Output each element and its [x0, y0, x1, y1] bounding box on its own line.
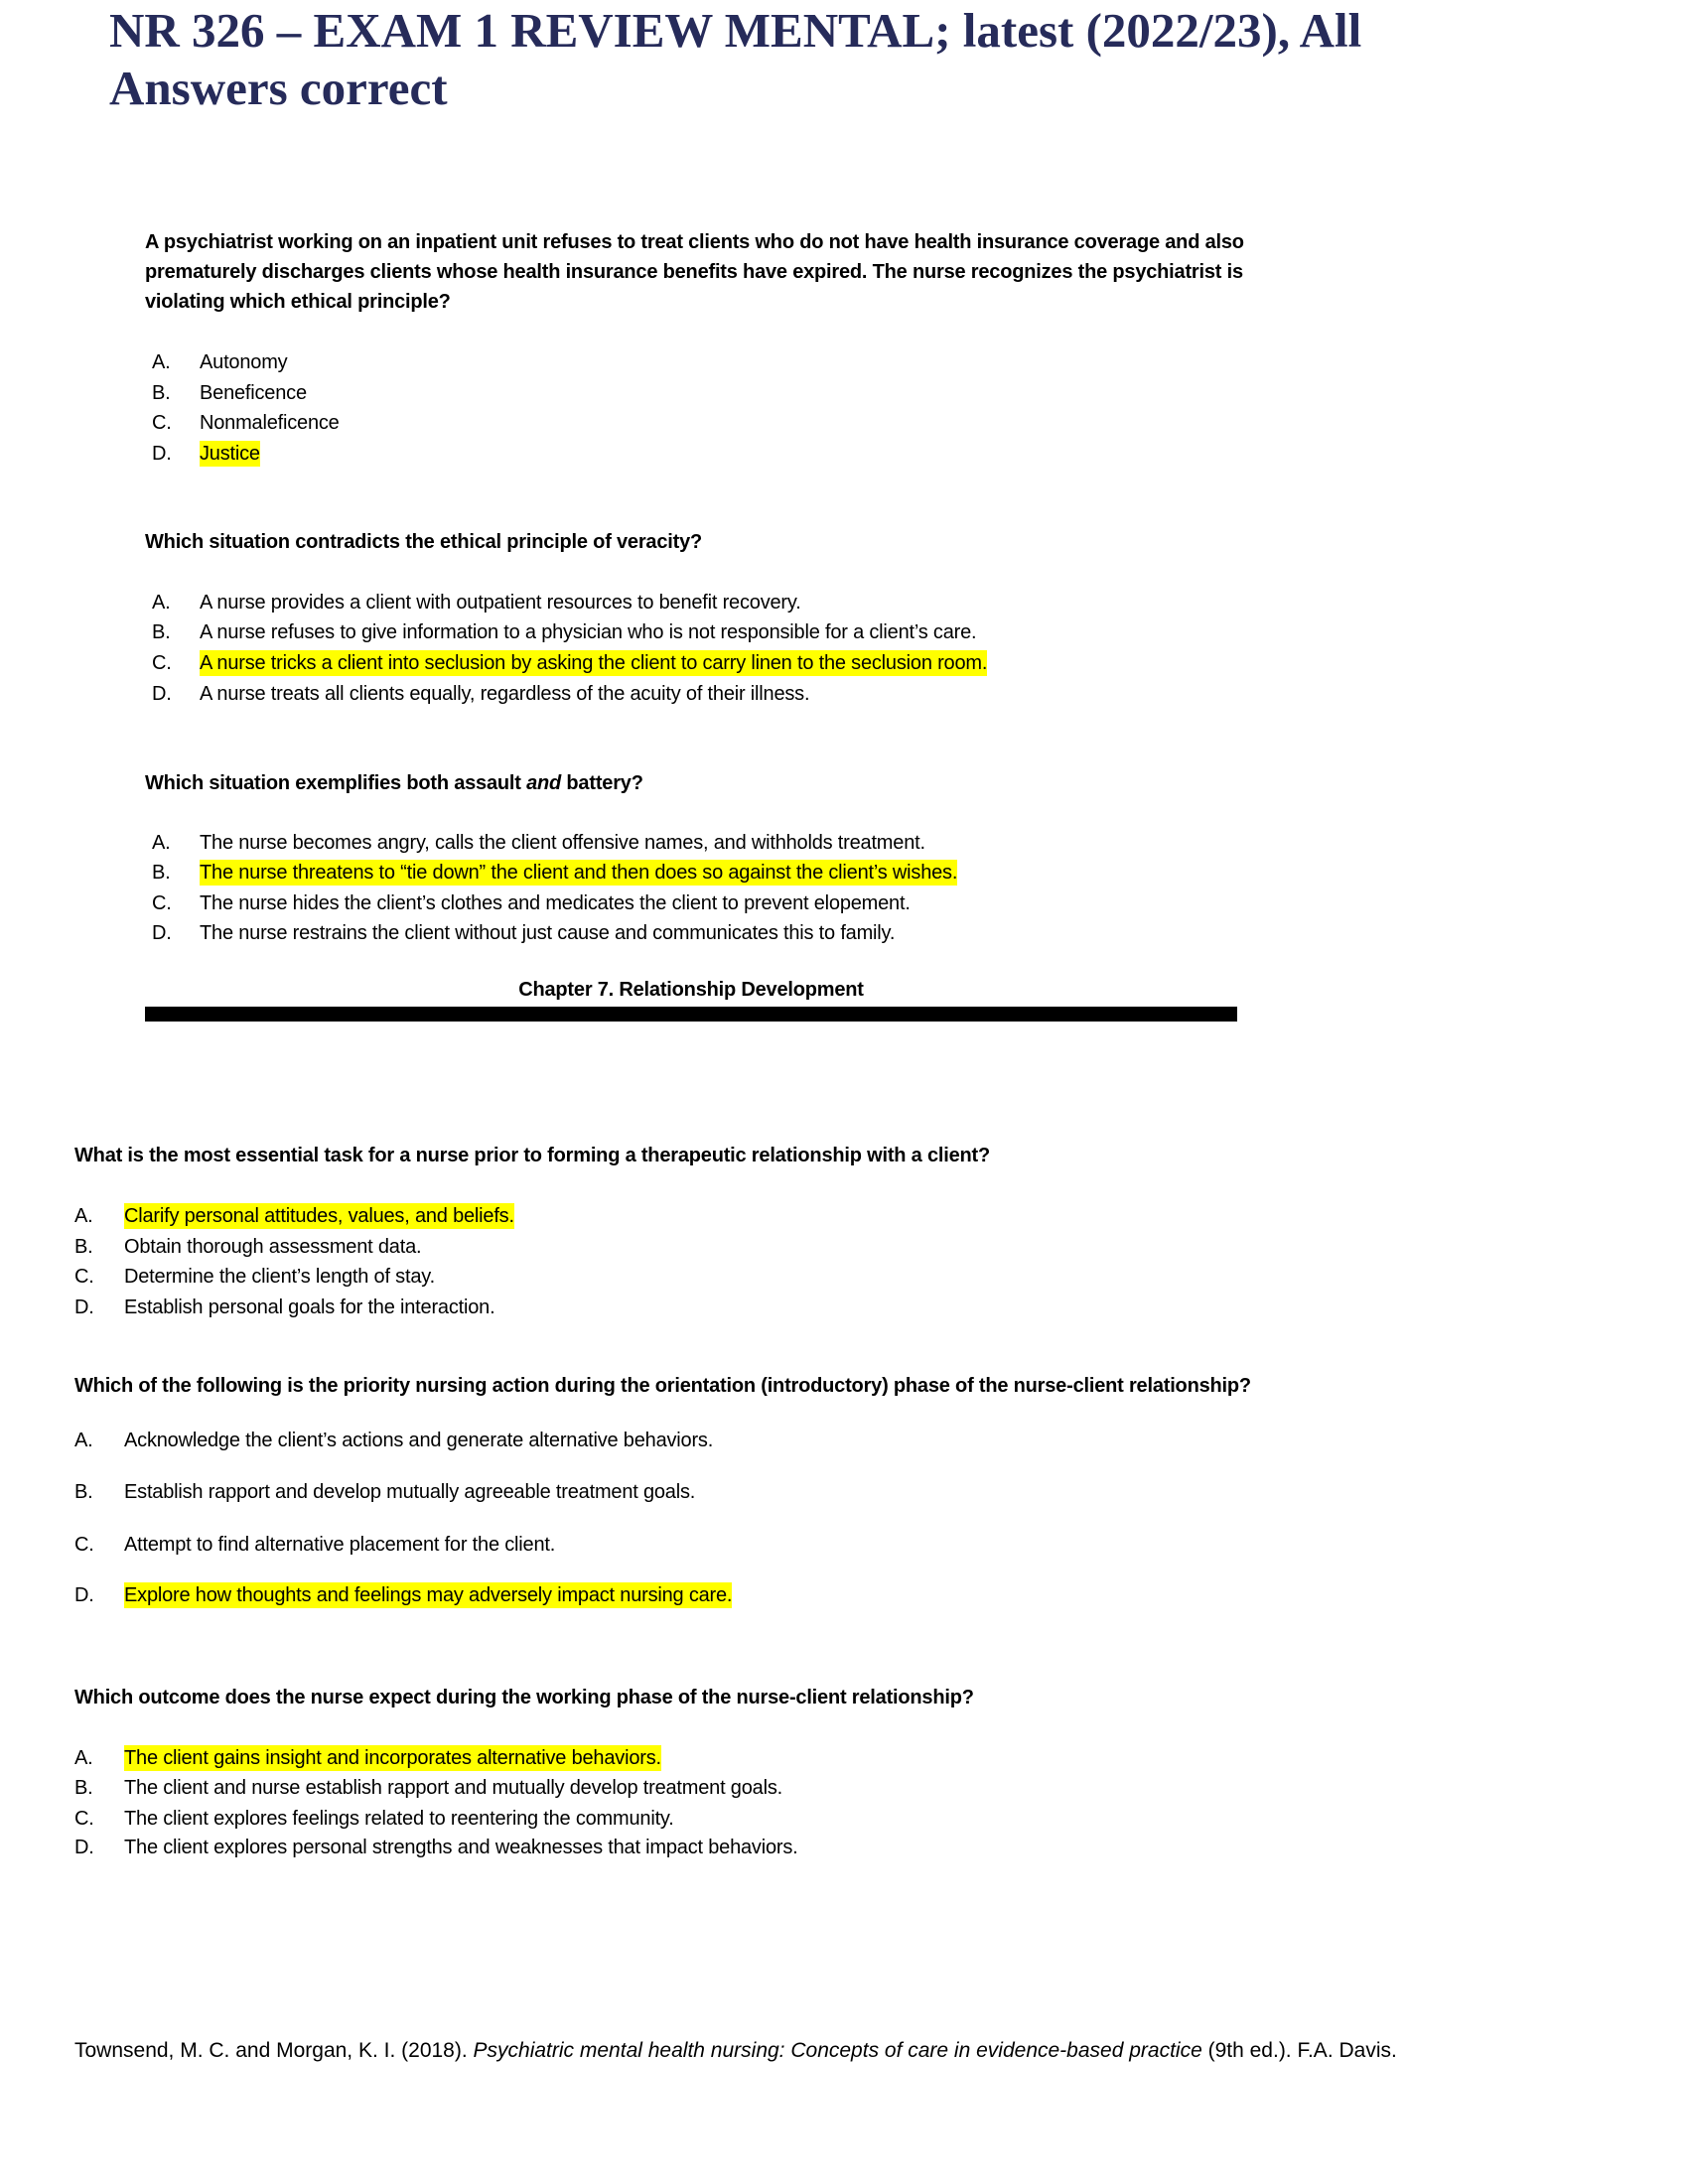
option-text: Acknowledge the client’s actions and generate alternative behaviors. [124, 1430, 714, 1451]
option-text-highlighted: The nurse threatens to “tie down” the client and then does so against the client’s wishes. [200, 862, 958, 884]
option-letter: A. [74, 1747, 93, 1769]
option-letter: C. [152, 412, 172, 434]
option-text: Beneficence [200, 382, 307, 404]
option-text: Attempt to find alternative placement for the client. [124, 1534, 556, 1556]
option-letter: D. [74, 1584, 94, 1606]
option-text: The nurse hides the client’s clothes and medicates the client to prevent elopement. [200, 892, 911, 914]
option-text: A nurse provides a client with outpatient resources to benefit recovery. [200, 592, 801, 614]
option-text: Establish personal goals for the interaction. [124, 1297, 495, 1318]
document-title: NR 326 – EXAM 1 REVIEW MENTAL; latest (2022/23), All Answers correct [109, 3, 1362, 115]
option-letter: B. [74, 1481, 93, 1503]
option-letter: D. [152, 683, 172, 705]
option-letter: D. [74, 1297, 94, 1318]
option-letter: A. [74, 1205, 93, 1227]
option-letter: C. [152, 892, 172, 914]
option-text: The nurse becomes angry, calls the client offensive names, and withholds treatment. [200, 832, 925, 854]
question-stem: A psychiatrist working on an inpatient unit refuses to treat clients who do not have health insurance coverage and also prematurely discharges clients whose health insurance benefits have expired. The nurse recognizes the psychiatrist is violating which ethical principle? [145, 231, 1244, 313]
option-text-highlighted: Clarify personal attitudes, values, and beliefs. [124, 1205, 514, 1227]
option-text: A nurse refuses to give information to a physician who is not responsible for a client’s care. [200, 621, 977, 643]
option-letter: D. [74, 1837, 94, 1858]
option-text: The client and nurse establish rapport and mutually develop treatment goals. [124, 1777, 782, 1799]
question-stem: What is the most essential task for a nurse prior to forming a therapeutic relationship with a client? [74, 1145, 990, 1166]
option-letter: D. [152, 922, 172, 944]
question-stem: Which of the following is the priority nursing action during the orientation (introductory) phase of the nurse-client relationship? [74, 1375, 1251, 1397]
reference-title: Psychiatric mental health nursing: Concepts of care in evidence-based practice [473, 2039, 1202, 2062]
option-text-highlighted: Explore how thoughts and feelings may adversely impact nursing care. [124, 1584, 733, 1606]
option-letter: A. [152, 351, 171, 373]
option-letter: B. [152, 621, 171, 643]
question-stem [145, 768, 1267, 798]
reference-citation [74, 2039, 1397, 2063]
question-stem-part: Which situation exemplifies both assault [145, 772, 527, 794]
option-letter: B. [152, 382, 171, 404]
chapter-heading: Chapter 7. Relationship Development [518, 979, 864, 1001]
option-text-highlighted: A nurse tricks a client into seclusion by asking the client to carry linen to the seclusion room. [200, 652, 988, 674]
option-letter: B. [74, 1236, 93, 1258]
question-stem: Which situation contradicts the ethical principle of veracity? [145, 531, 703, 553]
option-letter: A. [152, 832, 171, 854]
question-stem-emphasis: and [526, 772, 562, 794]
chapter-divider-bar [145, 1007, 1237, 1022]
option-text-highlighted: Justice [200, 443, 260, 465]
option-text: Establish rapport and develop mutually agreeable treatment goals. [124, 1481, 696, 1503]
reference-publisher: (9th ed.). F.A. Davis. [1201, 2039, 1397, 2062]
option-text: The nurse restrains the client without just cause and communicates this to family. [200, 922, 896, 944]
option-letter: B. [74, 1777, 93, 1799]
option-letter: C. [152, 652, 172, 674]
option-text: Autonomy [200, 351, 288, 373]
question-stem-part: battery? [561, 772, 643, 794]
option-text-highlighted: The client gains insight and incorporates alternative behaviors. [124, 1747, 661, 1769]
option-letter: C. [74, 1534, 94, 1556]
option-text: Determine the client’s length of stay. [124, 1266, 435, 1288]
option-text: A nurse treats all clients equally, regardless of the acuity of their illness. [200, 683, 810, 705]
question-stem: Which outcome does the nurse expect during the working phase of the nurse-client relationship? [74, 1687, 974, 1708]
option-letter: A. [74, 1430, 93, 1451]
option-text: The client explores personal strengths and weaknesses that impact behaviors. [124, 1837, 798, 1858]
option-letter: C. [74, 1266, 94, 1288]
option-letter: D. [152, 443, 172, 465]
option-text: The client explores feelings related to reentering the community. [124, 1808, 674, 1830]
option-text: Obtain thorough assessment data. [124, 1236, 422, 1258]
option-letter: A. [152, 592, 171, 614]
option-letter: C. [74, 1808, 94, 1830]
reference-authors: Townsend, M. C. and Morgan, K. I. (2018). [74, 2039, 474, 2062]
option-text: Nonmaleficence [200, 412, 340, 434]
option-letter: B. [152, 862, 171, 884]
